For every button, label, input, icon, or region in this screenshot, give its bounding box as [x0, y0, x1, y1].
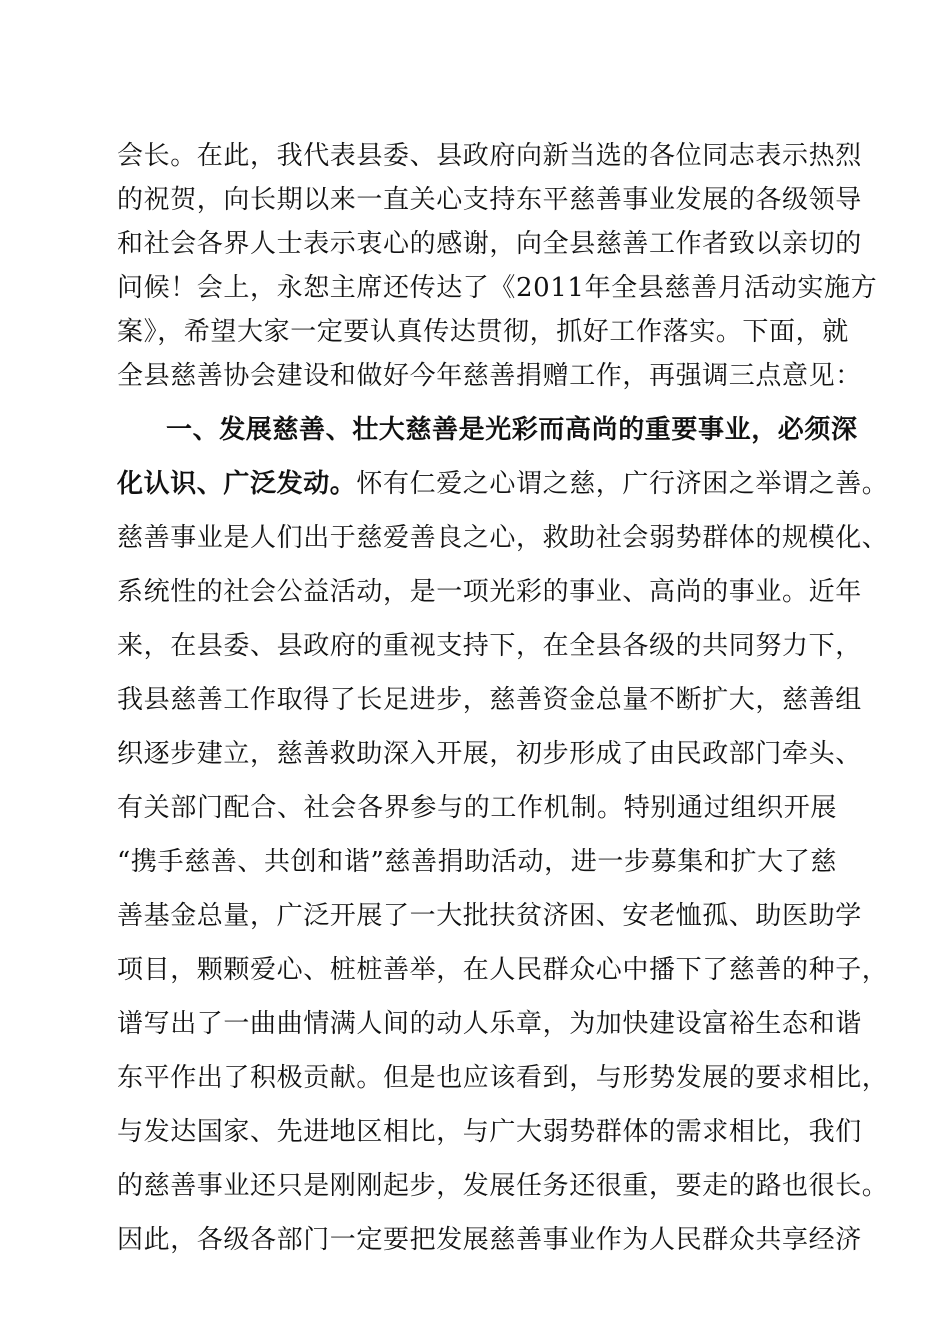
text-line: 有关部门配合、社会各界参与的工作机制。特别通过组织开展 [117, 793, 837, 823]
text-line: 会长。在此，我代表县委、县政府向新当选的各位同志表示热烈 [117, 141, 862, 171]
text-line: 项目，颗颗爱心、桩桩善举，在人民群众心中播下了慈善的种子， [117, 955, 889, 985]
text-line: 因此，各级各部门一定要把发展慈善事业作为人民群众共享经济 [117, 1225, 862, 1255]
text-line: 谱写出了一曲曲情满人间的动人乐章，为加快建设富裕生态和谐 [117, 1009, 862, 1039]
text-line-mixed [117, 462, 889, 506]
text-line: 案》，希望大家一定要认真传达贯彻，抓好工作落实。下面，就 [117, 317, 849, 347]
section-heading-tail: 化认识、广泛发动。 [117, 469, 357, 499]
text-line: 与发达国家、先进地区相比，与广大弱势群体的需求相比，我们 [117, 1117, 862, 1147]
text-line: 的祝贺，向长期以来一直关心支持东平慈善事业发展的各级领导 [117, 185, 862, 215]
text-line: 的慈善事业还只是刚刚起步，发展任务还很重，要走的路也很长。 [117, 1171, 889, 1201]
section-heading-line: 一、发展慈善、壮大慈善是光彩而高尚的重要事业，必须深 [166, 415, 858, 445]
text-line: 和社会各界人士表示衷心的感谢，向全县慈善工作者致以亲切的 [117, 229, 862, 259]
text-line: 全县慈善协会建设和做好今年慈善捐赠工作，再强调三点意见： [117, 361, 862, 391]
text-line: 织逐步建立，慈善救助深入开展，初步形成了由民政部门牵头、 [117, 739, 862, 769]
text-line: 慈善事业是人们出于慈爱善良之心，救助社会弱势群体的规模化、 [117, 523, 889, 553]
text-line: 系统性的社会公益活动，是一项光彩的事业、高尚的事业。近年 [117, 577, 862, 607]
text-line: 我县慈善工作取得了长足进步，慈善资金总量不断扩大，慈善组 [117, 685, 862, 715]
text-line: “携手慈善、共创和谐”慈善捐助活动，进一步募集和扩大了慈 [117, 847, 837, 877]
paragraph-text: 怀有仁爱之心谓之慈，广行济困之举谓之善。 [356, 469, 889, 499]
text-line: 问候！会上，永恕主席还传达了《2011年全县慈善月活动实施方 [117, 273, 878, 303]
text-line: 东平作出了积极贡献。但是也应该看到，与形势发展的要求相比， [117, 1063, 889, 1093]
text-line: 来，在县委、县政府的重视支持下，在全县各级的共同努力下， [117, 631, 862, 661]
text-line: 善基金总量，广泛开展了一大批扶贫济困、安老恤孤、助医助学 [117, 901, 862, 931]
